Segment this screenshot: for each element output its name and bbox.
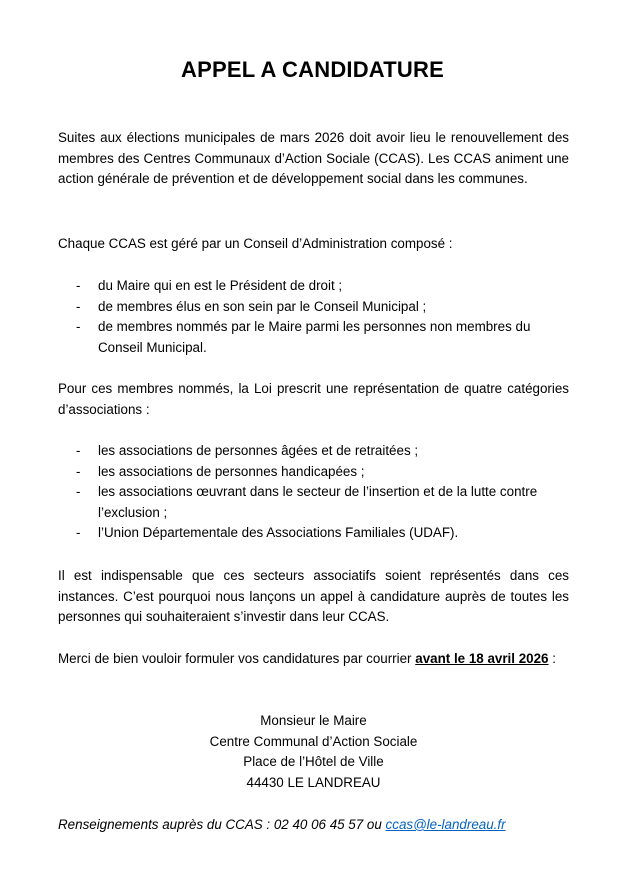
mailing-address <box>58 711 569 793</box>
intro-paragraph: Suites aux élections municipales de mars 2026 doit avoir lieu le renouvellement des membres des Centres Communaux d’Action Sociale (CCAS). Les CCAS animent une action générale de prévention et de développement social dans les communes. <box>58 130 569 186</box>
list-item: - de membres nommés par le Maire parmi les personnes non membres du Conseil Municipal. <box>76 319 531 355</box>
dash-bullet: - <box>76 319 81 334</box>
document-title: APPEL A CANDIDATURE <box>181 57 444 82</box>
list-item: - de membres élus en son sein par le Conseil Municipal ; <box>58 297 569 318</box>
address-line: Centre Communal d’Action Sociale <box>209 733 418 749</box>
board-intro: Chaque CCAS est géré par un Conseil d’Administration composé : <box>58 236 453 251</box>
list-item: - les associations de personnes âgées et de retraitées ; <box>58 441 569 462</box>
address-line: 44430 LE LANDREAU <box>246 774 381 790</box>
law-intro: Pour ces membres nommés, la Loi prescrit une représentation de quatre catégories d’associations : <box>58 381 569 417</box>
categories-list <box>58 441 569 544</box>
dash-bullet: - <box>76 278 81 293</box>
email-link[interactable]: ccas@le-landreau.fr <box>385 817 506 832</box>
appeal-paragraph: Il est indispensable que ces secteurs associatifs soient représentés dans ces instances. C’est pourquoi nous lançons un appel à candidature auprès de toutes les personnes qui souhaiteraient s’investir dans leur CCAS. <box>58 568 569 624</box>
list-item: - les associations de personnes handicapées ; <box>58 462 569 483</box>
address-line: Monsieur le Maire <box>260 713 367 728</box>
dash-bullet: - <box>76 298 81 314</box>
dash-bullet: - <box>76 443 81 458</box>
board-members-list <box>58 276 569 358</box>
list-item: - du Maire qui en est le Président de droit ; <box>58 276 569 297</box>
deadline-date: avant le 18 avril 2026 <box>415 651 549 666</box>
deadline-paragraph: Merci de bien vouloir formuler vos candidatures par courrier avant le 18 avril 2026 : <box>58 651 556 666</box>
contact-line: Renseignements auprès du CCAS : 02 40 06 45 57 ou ccas@le-landreau.fr <box>58 817 506 832</box>
list-item: - les associations œuvrant dans le secteur de l’insertion et de la lutte contre l’exclusion ; <box>76 484 538 520</box>
address-line: Place de l’Hôtel de Ville <box>243 754 384 769</box>
dash-bullet: - <box>76 463 81 479</box>
dash-bullet: - <box>76 484 81 499</box>
list-item: - l’Union Départementale des Associations Familiales (UDAF). <box>58 523 569 544</box>
dash-bullet: - <box>76 525 81 540</box>
